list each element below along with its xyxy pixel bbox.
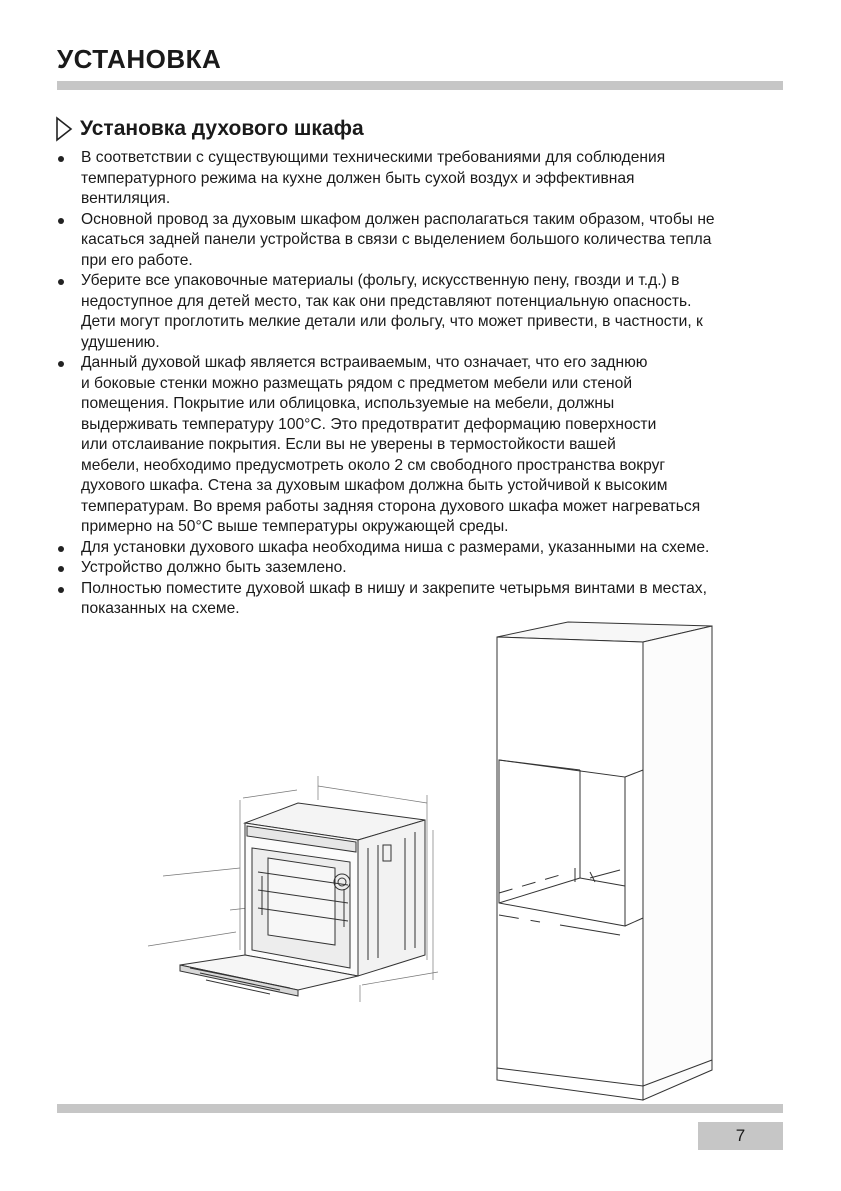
list-item-line: духового шкафа. Стена за духовым шкафом должна быть устойчивой к высоким bbox=[81, 477, 668, 494]
list-item-line: В соответствии с существующими техническими требованиями для соблюдения bbox=[81, 149, 666, 166]
list-item-line: Основной провод за духовым шкафом должен располагаться таким образом, чтобы не bbox=[81, 210, 715, 228]
list-item-line: удушению. bbox=[81, 333, 160, 351]
footer-divider bbox=[57, 1104, 783, 1113]
list-item-line: Уберите все упаковочные материалы (фольгу, искусственную пену, гвозди и т.д.) в bbox=[81, 272, 680, 289]
list-item-line: при его работе. bbox=[81, 251, 193, 269]
list-item-line: или отслаивание покрытия. Если вы не уверены в термостойкости вашей bbox=[81, 436, 616, 453]
list-item-line: выдерживать температуру 100°С. Это предотвратит деформацию поверхности bbox=[81, 415, 657, 433]
list-item-line: недоступное для детей место, так как они представляют потенциальную опасность. bbox=[81, 292, 692, 310]
page-number bbox=[698, 1122, 783, 1150]
list-item-line: примерно на 50°С выше температуры окружающей среды. bbox=[81, 518, 509, 535]
page-number-text: 7 bbox=[735, 1126, 746, 1145]
list-item-line: Полностью поместите духовой шкаф в нишу и закрепите четырьмя винтами в местах, bbox=[81, 579, 707, 597]
list-item-line: Данный духовой шкаф является встраиваемым, что означает, что его заднюю bbox=[81, 354, 648, 371]
list-item-line: Дети могут проглотить мелкие детали или фольгу, что может привести, в частности, к bbox=[81, 313, 703, 330]
list-item-line: касаться задней панели устройства в связи с выделением большого количества тепла bbox=[81, 231, 712, 248]
oven-open-door-drawing bbox=[148, 776, 438, 1002]
list-item-line: помещения. Покрытие или облицовка, используемые на мебели, должны bbox=[81, 395, 615, 412]
list-item-line: Для установки духового шкафа необходима ниша с размерами, указанными на схеме. bbox=[81, 538, 710, 556]
section-title: Установка духового шкафа bbox=[80, 117, 364, 140]
page-title: УСТАНОВКА bbox=[57, 44, 222, 74]
list-item-line: показанных на схеме. bbox=[81, 600, 240, 617]
list-item-line: температурного режима на кухне должен быть сухой воздух и эффективная bbox=[81, 169, 635, 187]
list-item-line: Устройство должно быть заземлено. bbox=[81, 559, 347, 576]
list-item-line: и боковые стенки можно размещать рядом с предметом мебели или стеной bbox=[81, 374, 633, 392]
cabinet-niche-drawing bbox=[497, 622, 712, 1100]
list-item-line: вентиляция. bbox=[81, 190, 171, 207]
list-item-line: температурам. Во время работы задняя сторона духового шкафа может нагреваться bbox=[81, 497, 701, 515]
list-item-line: мебели, необходимо предусмотреть около 2 см свободного пространства вокруг bbox=[81, 456, 666, 474]
